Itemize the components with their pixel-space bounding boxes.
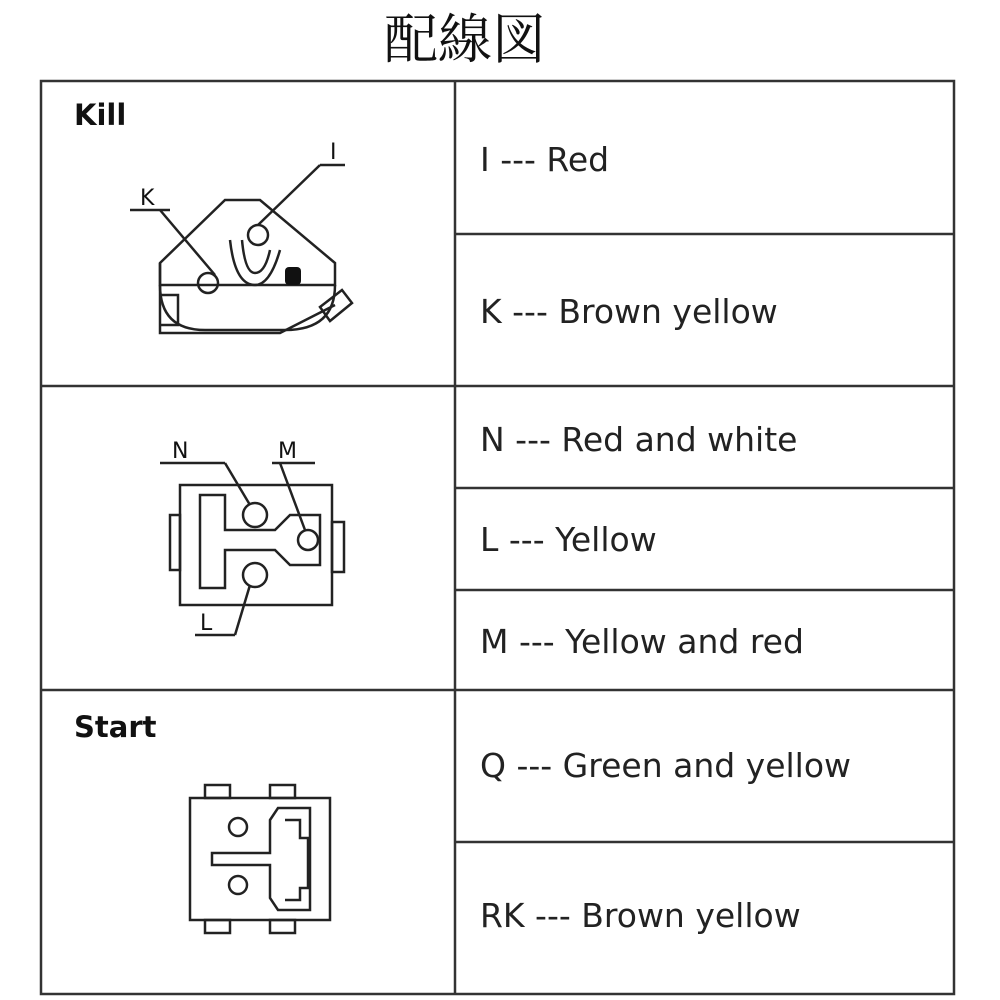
kill-label: Kill xyxy=(74,98,127,132)
wire-l: L --- Yellow xyxy=(480,520,657,559)
kill-connector-diagram xyxy=(130,140,360,345)
pin-label-i: I xyxy=(330,140,337,165)
wire-n: N --- Red and white xyxy=(480,420,798,459)
wire-i: I --- Red xyxy=(480,140,610,179)
pin-label-m: M xyxy=(278,439,297,464)
wire-k: K --- Brown yellow xyxy=(480,292,778,331)
pin-label-n: N xyxy=(172,439,189,464)
page-title: 配線図 xyxy=(384,8,546,71)
pin-label-k: K xyxy=(140,186,155,211)
nml-connector-diagram xyxy=(150,430,370,645)
wire-m: M --- Yellow and red xyxy=(480,622,804,661)
start-connector-diagram xyxy=(170,780,350,955)
pin-label-l: L xyxy=(200,611,213,636)
wiring-table xyxy=(40,80,955,995)
start-label: Start xyxy=(74,710,157,744)
wire-q: Q --- Green and yellow xyxy=(480,746,852,785)
wire-rk: RK --- Brown yellow xyxy=(480,896,801,935)
